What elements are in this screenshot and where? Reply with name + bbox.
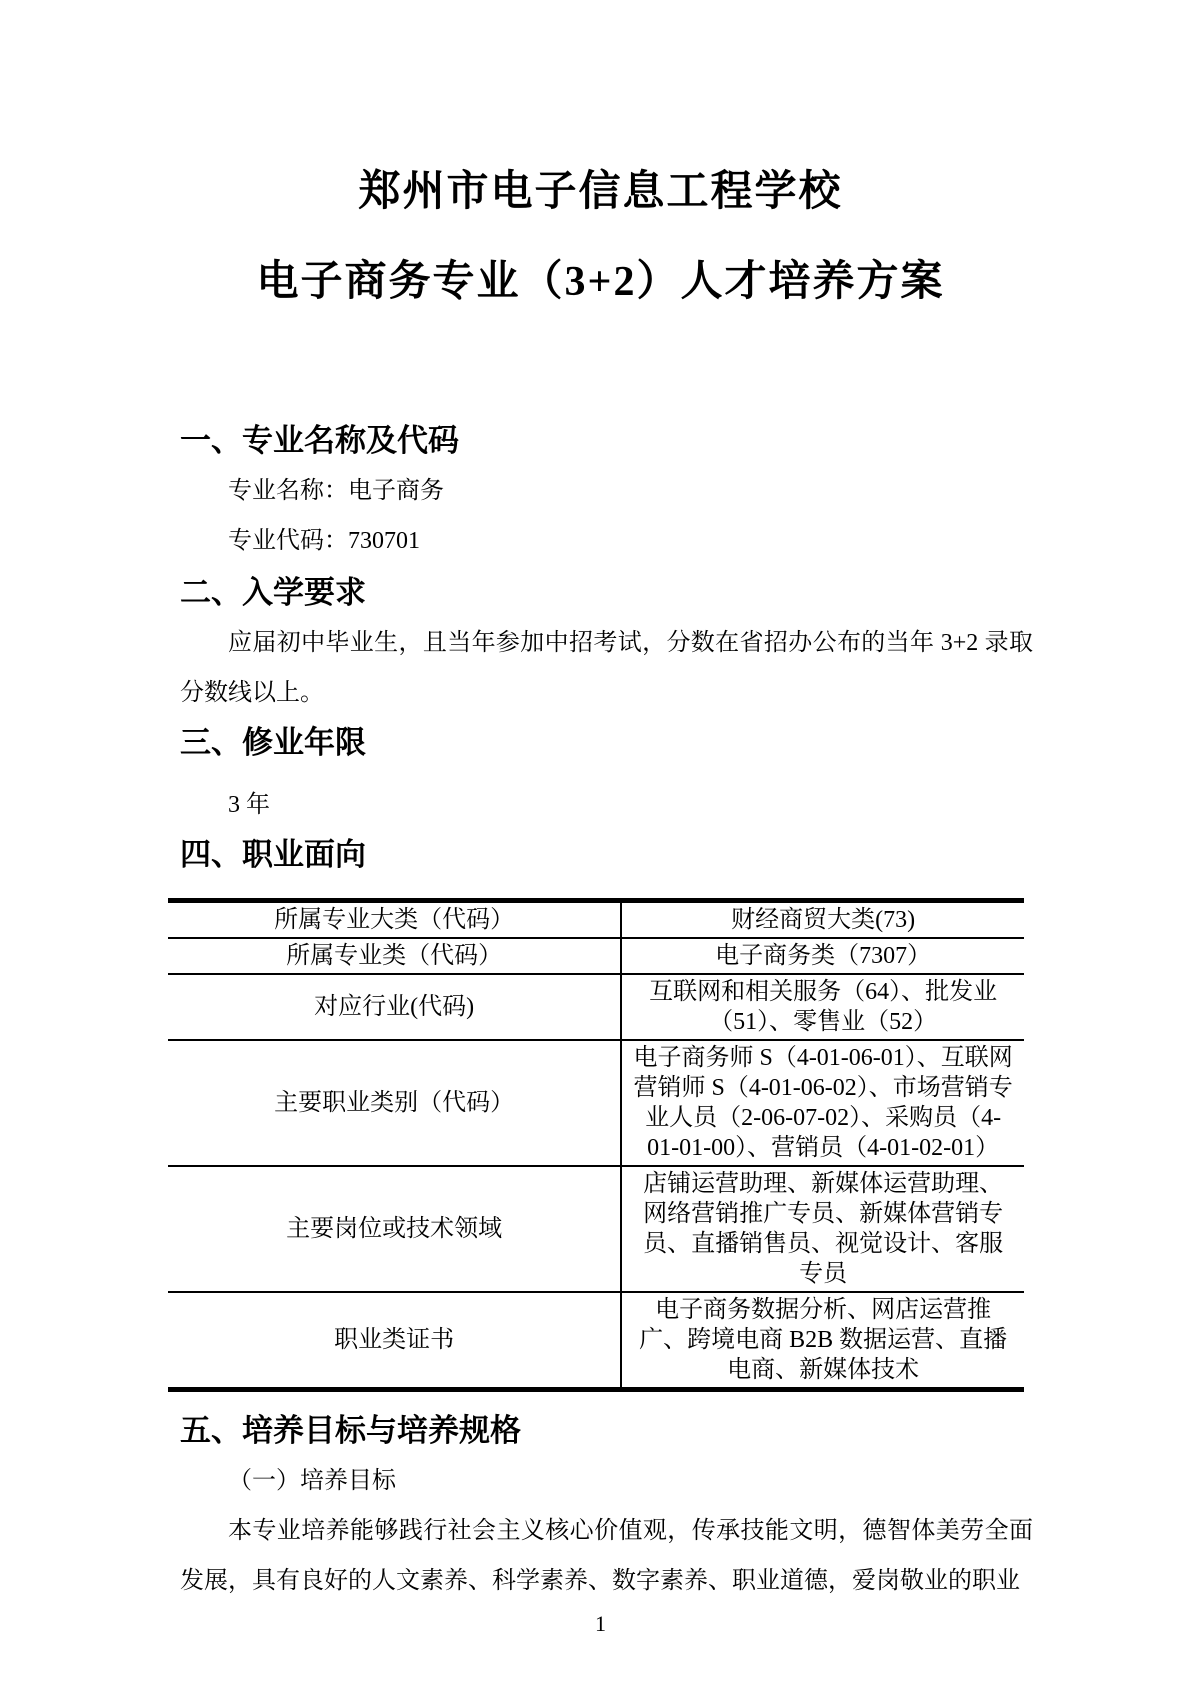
subheading-training-goal: （一）培养目标	[228, 1468, 396, 1494]
section-heading-1: 一、专业名称及代码	[180, 423, 459, 458]
cell-value: 店铺运营助理、新媒体运营助理、网络营销推广专员、新媒体营销专员、直播销售员、视觉设计、客服专员	[621, 1166, 1024, 1292]
cell-label: 所属专业类（代码）	[168, 938, 621, 974]
cell-value: 互联网和相关服务（64）、批发业（51）、零售业（52）	[621, 974, 1024, 1040]
cell-label: 主要岗位或技术领域	[168, 1166, 621, 1292]
table-row	[168, 938, 1024, 974]
cell-label: 主要职业类别（代码）	[168, 1040, 621, 1166]
section-heading-5: 五、培养目标与培养规格	[180, 1413, 521, 1448]
career-table	[168, 898, 1024, 1392]
doc-title-line1: 郑州市电子信息工程学校	[358, 169, 843, 215]
cell-label: 对应行业(代码)	[168, 974, 621, 1040]
table-row	[168, 1040, 1024, 1166]
field-major-name: 专业名称：电子商务	[228, 478, 444, 504]
cell-value: 财经商贸大类(73)	[621, 901, 1024, 939]
paragraph-admission: 应届初中毕业生，且当年参加中招考试，分数在省招办公布的当年 3+2 录取分数线以上。	[180, 630, 1033, 706]
field-duration: 3 年	[228, 792, 270, 818]
cell-label: 职业类证书	[168, 1292, 621, 1390]
section-heading-3: 三、修业年限	[180, 725, 366, 760]
table-row	[168, 1292, 1024, 1390]
table-row	[168, 974, 1024, 1040]
table-row	[168, 901, 1024, 939]
section-heading-4: 四、职业面向	[180, 837, 366, 872]
cell-value: 电子商务数据分析、网店运营推广、跨境电商 B2B 数据运营、直播电商、新媒体技术	[639, 1297, 1008, 1383]
page-number: 1	[595, 1611, 606, 1636]
cell-value: 电子商务类（7307）	[621, 938, 1024, 974]
section-heading-2: 二、入学要求	[180, 575, 366, 610]
paragraph-training-goal: 本专业培养能够践行社会主义核心价值观，传承技能文明，德智体美劳全面发展，具有良好的人文素养、科学素养、数字素养、职业道德，爱岗敬业的职业	[180, 1518, 1033, 1594]
doc-title-line2: 电子商务专业（3+2）人才培养方案	[256, 259, 945, 305]
field-major-code: 专业代码：730701	[228, 528, 420, 554]
table-row	[168, 1166, 1024, 1292]
cell-value: 电子商务师 S（4-01-06-01）、互联网营销师 S（4-01-06-02）、市场营销专业人员（2-06-07-02）、采购员（4-01-01-00）、营销员（4-01-02-01）	[621, 1040, 1024, 1166]
cell-label: 所属专业大类（代码）	[168, 901, 621, 939]
